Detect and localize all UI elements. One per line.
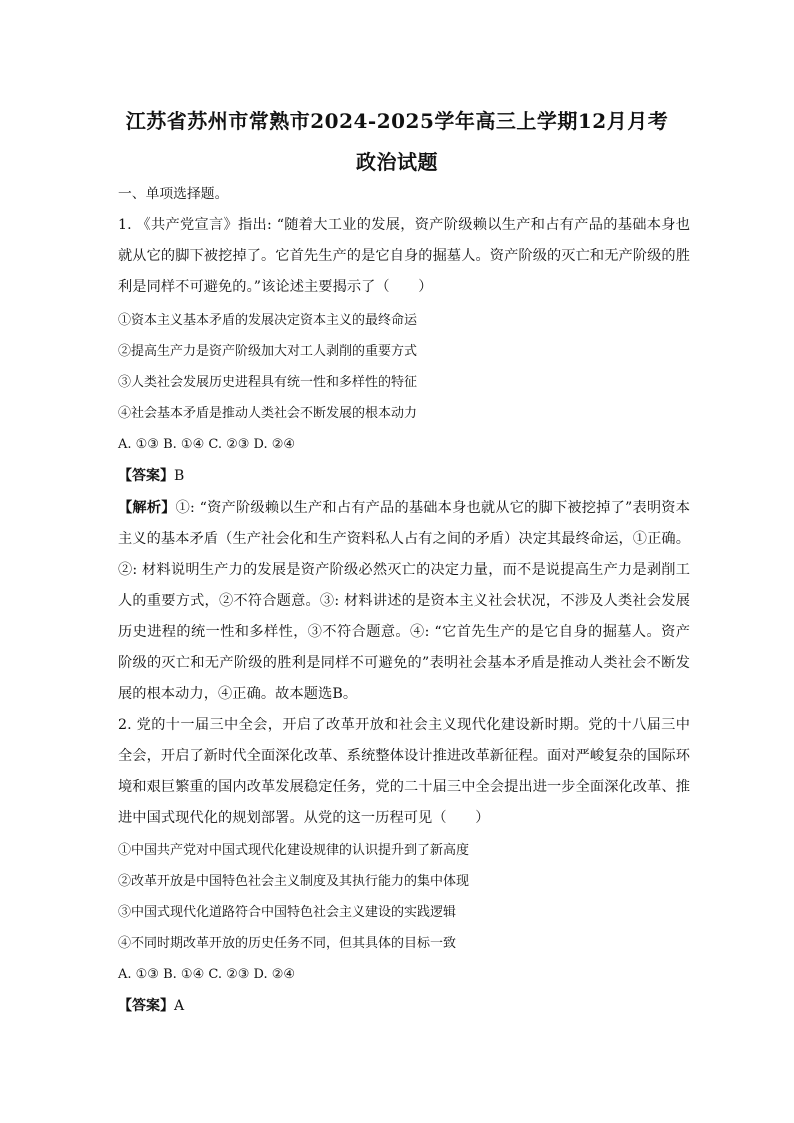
analysis-text: ①: “资产阶级赖以生产和占有产品的基础本身也就从它的脚下被挖掉了”表明资本主义的基本矛盾（生产社会化和生产资料私人占有之间的矛盾）决定其最终命运，①正确。②: 材料说明生产力的发展是资产阶级必然灭亡的决定力量，而不是说提高生产力是剥削工人的重要方式，②不符合题意。③: 材料讲述的是资本主义社会状况，不涉及人类社会发展历史进程的统一性和多样性，③不符合题意。④: “它首先生产的是它自身的掘墓人。资产阶级的灭亡和无产阶级的胜利是同样不可避免的”表明社会基本矛盾是推动人类社会不断发展的根本动力，④正确。故本题选B。 [118,500,690,702]
question-1-analysis [118,493,690,710]
question-2-choices: A. ①③ B. ①④ C. ②③ D. ②④ [118,967,296,982]
question-1-option-3: ③人类社会发展历史进程具有统一性和多样性的特征 [118,375,418,390]
question-1-stem: 1. 《共产党宣言》指出: “随着大工业的发展，资产阶级赖以生产和占有产品的基础本身也就从它的脚下被挖掉了。它首先生产的是它自身的掘墓人。资产阶级的灭亡和无产阶级的胜利是同样不可避免的。”该论述主要揭示了（ ） [118,217,690,295]
question-2-stem: 2. 党的十一届三中全会，开启了改革开放和社会主义现代化建设新时期。党的十八届三中全会，开启了新时代全面深化改革、系统整体设计推进改革新征程。面对严峻复杂的国际环境和艰巨繁重的国内改革发展稳定任务，党的二十届三中全会提出进一步全面深化改革、推进中国式现代化的规划部署。从党的这一历程可见（ ） [118,717,690,826]
section-heading: 一、单项选择题。 [118,186,229,202]
question-1-choices: A. ①③ B. ①④ C. ②③ D. ②④ [118,437,296,452]
answer-value: A [174,998,185,1014]
answer-label: 【答案】 [118,468,174,484]
answer-value: B [174,468,185,484]
question-1-option-2: ②提高生产力是资产阶级加大对工人剥削的重要方式 [118,344,418,359]
question-2-option-2: ②改革开放是中国特色社会主义制度及其执行能力的集中体现 [118,874,470,889]
document-title: 江苏省苏州市常熟市2024-2025学年高三上学期12月月考 [125,109,669,133]
question-2-option-3: ③中国式现代化道路符合中国特色社会主义建设的实践逻辑 [118,905,457,920]
document-subtitle: 政治试题 [356,150,438,174]
question-1-option-1: ①资本主义基本矛盾的发展决定资本主义的最终命运 [118,313,418,328]
question-2-answer [118,996,184,1016]
question-1-option-4: ④社会基本矛盾是推动人类社会不断发展的根本动力 [118,406,418,421]
question-2-option-1: ①中国共产党对中国式现代化建设规律的认识提升到了新高度 [118,843,470,858]
answer-label: 【答案】 [118,998,174,1014]
question-2-option-4: ④不同时期改革开放的历史任务不同，但其具体的目标一致 [118,936,457,951]
question-1-answer [118,466,184,486]
analysis-label: 【解析】 [118,500,176,516]
